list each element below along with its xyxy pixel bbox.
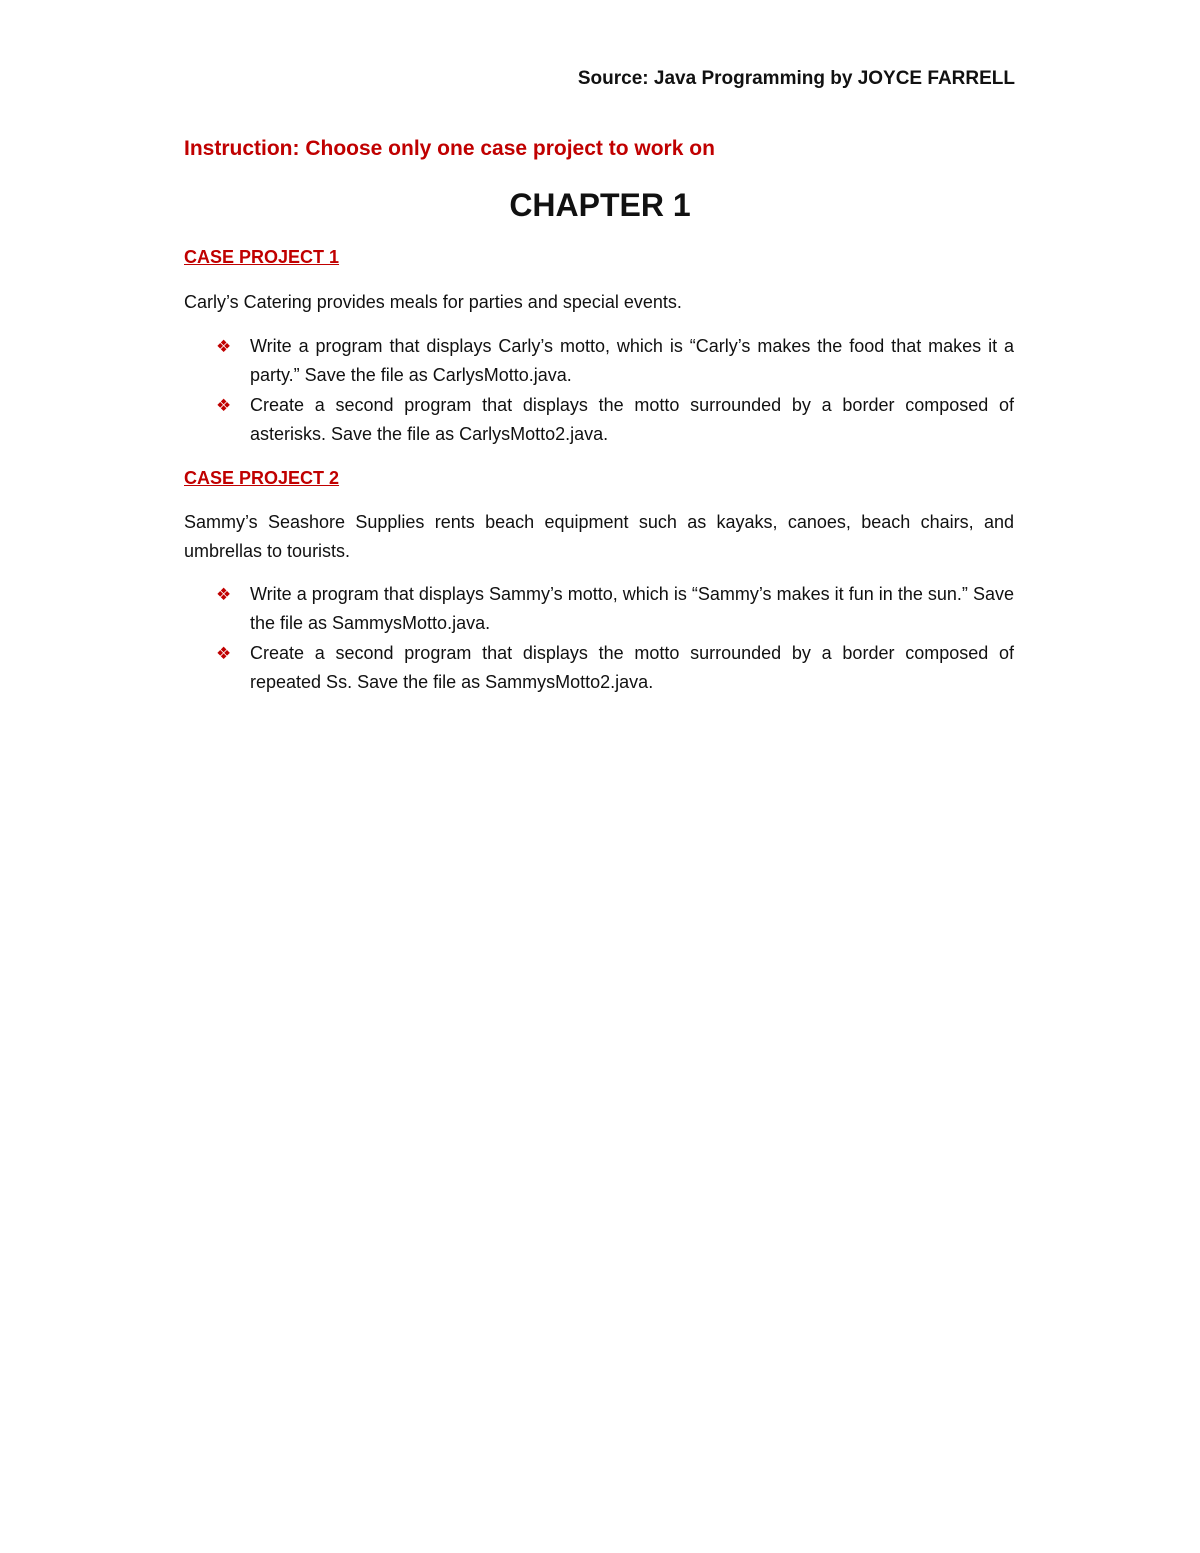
case-project-2-bullets	[214, 580, 1014, 698]
diamond-bullet-icon: ❖	[216, 396, 232, 416]
list-item	[214, 332, 1014, 390]
case-project-2-description: Sammy’s Seashore Supplies rents beach equipment such as kayaks, canoes, beach chairs, and umbrellas to tourists.	[184, 512, 1014, 561]
diamond-bullet-icon: ❖	[216, 585, 232, 605]
list-item	[214, 580, 1014, 638]
list-item	[214, 639, 1014, 697]
case-project-1-bullets	[214, 332, 1014, 450]
bullet-text: Create a second program that displays the motto surrounded by a border composed of repeated Ss. Save the file as SammysMotto2.java.	[250, 643, 1014, 692]
list-item	[214, 391, 1014, 449]
instruction-line: Instruction: Choose only one case project to work on	[184, 137, 715, 160]
diamond-bullet-icon: ❖	[216, 644, 232, 664]
bullet-text: Write a program that displays Sammy’s motto, which is “Sammy’s makes it fun in the sun.” Save the file as SammysMotto.java.	[250, 584, 1014, 633]
source-line: Source: Java Programming by JOYCE FARRELL	[577, 68, 1015, 89]
case-project-2-heading: CASE PROJECT 2	[184, 468, 340, 488]
case-project-1-heading: CASE PROJECT 1	[184, 247, 340, 267]
case-project-1-description: Carly’s Catering provides meals for parties and special events.	[184, 292, 682, 312]
diamond-bullet-icon: ❖	[216, 337, 232, 357]
chapter-title: CHAPTER 1	[509, 187, 691, 223]
bullet-text: Create a second program that displays the motto surrounded by a border composed of asterisks. Save the file as CarlysMotto2.java.	[250, 395, 1014, 444]
bullet-text: Write a program that displays Carly’s motto, which is “Carly’s makes the food that makes it a party.” Save the file as CarlysMotto.java.	[250, 336, 1014, 385]
